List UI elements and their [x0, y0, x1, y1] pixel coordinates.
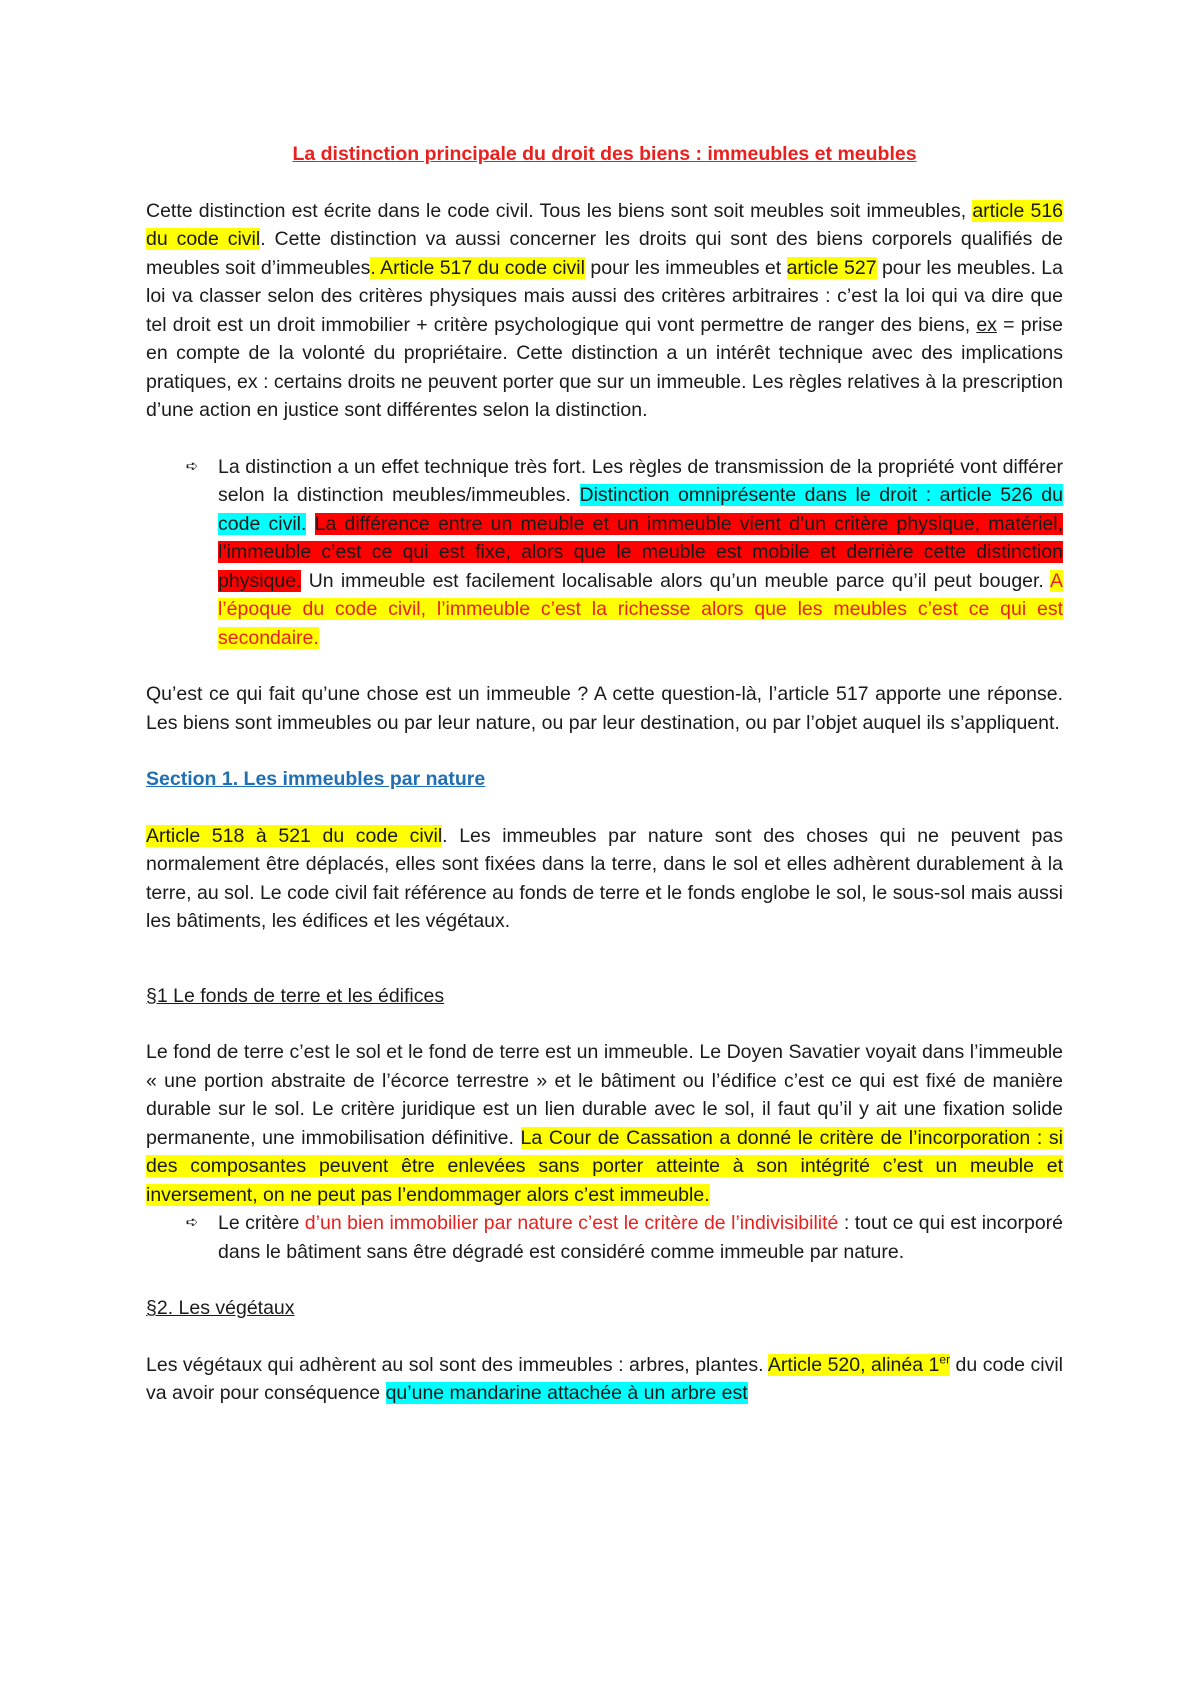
subsection-2-text-2: du code civil va avoir pour conséquence — [146, 1353, 1064, 1404]
subsection-2-text-1: Les végétaux qui adhèrent au sol sont des immeubles : arbres, plantes. — [146, 1353, 768, 1376]
intro-text-5: = prise en compte de la volonté du propriétaire. Cette distinction a un intérêt technique avec des implications pratiques, ex : certains droits ne peuvent porter que sur un immeuble. Les règles relatives à la prescription d’une action en justice sont différentes selon la distinction. — [146, 313, 1063, 421]
highlight-article-526: Distinction omniprésente dans le droit : article 526 du code civil. — [218, 484, 1063, 535]
intro-ex-abbrev: ex — [976, 313, 997, 336]
subsection-1-heading — [146, 982, 1063, 1011]
intro-text-3: pour les immeubles et — [584, 256, 787, 279]
bullet-text-3: Un immeuble est facilement localisable alors qu’un meuble parce qu’il peut bouger. — [301, 569, 1050, 592]
highlight-article-520 — [768, 1354, 950, 1376]
bullet-indivisibilite-text-1: Le critère — [218, 1212, 305, 1234]
highlight-mandarine: qu’une mandarine attachée à un arbre est — [385, 1382, 748, 1404]
subsection-2-paragraph — [146, 1351, 1063, 1408]
highlight-article-517: . Article 517 du code civil — [370, 256, 585, 279]
arrow-right-icon: ➪ — [185, 457, 199, 475]
section-1-paragraph — [146, 822, 1063, 936]
subsection-1-title: §1 Le fonds de terre et les édifices — [146, 984, 445, 1007]
bullet-paragraph — [218, 453, 1063, 653]
subsection-2-title: §2. Les végétaux — [146, 1297, 295, 1319]
highlight-cour-de-cassation: La Cour de Cassation a donné le critère de l’incorporation : si des composantes peuvent être enlevées sans porter atteinte à son intégrité c’est un meuble et inversement, on ne peut pas l’endommager alors c’est immeuble. — [146, 1126, 1063, 1206]
intro-paragraph — [146, 197, 1063, 425]
highlight-article-516: article 516 du code civil — [146, 199, 1064, 250]
bullet-space — [306, 513, 314, 535]
highlight-difference-meuble-immeuble: La différence entre un meuble et un immeuble vient d’un critère physique, matériel, l’immeuble c’est ce qui est fixe, alors que le meuble est mobile et derrière cette distinction physique. — [218, 512, 1064, 592]
article-520-text: Article 520, alinéa 1 — [767, 1353, 940, 1376]
highlight-article-518-521: Article 518 à 521 du code civil — [146, 824, 443, 847]
bullet-indivisibilite-paragraph — [218, 1209, 1063, 1266]
intro-text-2: . Cette distinction va aussi concerner les droits qui sont des biens corporels qualifiés de meubles soit d’immeubles — [146, 228, 1063, 279]
bullet-item-distinction — [146, 453, 1063, 653]
highlight-article-527: article 527 — [786, 256, 877, 279]
document-page — [146, 140, 1063, 1408]
arrow-right-icon: ➪ — [185, 1214, 199, 1231]
highlight-epoque-code-civil: A l’époque du code civil, l’immeuble c’est la richesse alors que les meubles c’est ce qui est secondaire. — [218, 569, 1063, 649]
page-title: La distinction principale du droit des biens : immeubles et meubles — [292, 143, 917, 165]
subsection-1-paragraph — [146, 1038, 1063, 1209]
intro-text-1: Cette distinction est écrite dans le code civil. Tous les biens sont soit meubles soit immeubles, — [146, 199, 973, 222]
question-paragraph: Qu’est ce qui fait qu’une chose est un immeuble ? A cette question-là, l’article 517 apporte une réponse. Les biens sont immeubles ou par leur nature, ou par leur destination, ou par l’objet auquel ils s’appliquent. — [146, 683, 1063, 734]
intro-text-4: pour les meubles. La loi va classer selon des critères physiques mais aussi des critères arbitraires : c’est la loi qui va dire que tel droit est un droit immobilier + critère psychologique qui vont permettre de ranger des biens, — [146, 256, 1063, 336]
red-critere-indivisibilite: d’un bien immobilier par nature c’est le critère de l’indivisibilité — [304, 1212, 839, 1234]
article-520-sup: er — [939, 1352, 951, 1366]
bullet-item-indivisibilite — [146, 1209, 1063, 1266]
bullet-text-1: La distinction a un effet technique très fort. Les règles de transmission de la propriété vont différer selon la distinction meubles/immeubles. — [218, 455, 1063, 506]
subsection-2-heading — [146, 1294, 1063, 1323]
subsection-1-text: Le fond de terre c’est le sol et le fond de terre est un immeuble. Le Doyen Savatier voyait dans l’immeuble « une portion abstraite de l’écorce terrestre » et le bâtiment ou l’édifice c’est ce qui est fixé de manière durable sur le sol. Le critère juridique est un lien durable avec le sol, il faut qu’il y ait une fixation solide permanente, une immobilisation définitive. — [146, 1041, 1063, 1149]
bullet-indivisibilite-text-2: : tout ce qui est incorporé dans le bâtiment sans être dégradé est considéré comme immeuble par nature. — [218, 1212, 1064, 1263]
section-1-heading — [146, 765, 1063, 794]
section-1-title: Section 1. Les immeubles par nature — [146, 768, 486, 790]
section-1-text: . Les immeubles par nature sont des choses qui ne peuvent pas normalement être déplacés, elles sont fixées dans la terre, dans le sol et elles adhèrent durablement à la terre, au sol. Le code civil fait référence au fonds de terre et le fonds englobe le sol, le sous-sol mais aussi les bâtiments, les édifices et les végétaux. — [146, 824, 1064, 932]
